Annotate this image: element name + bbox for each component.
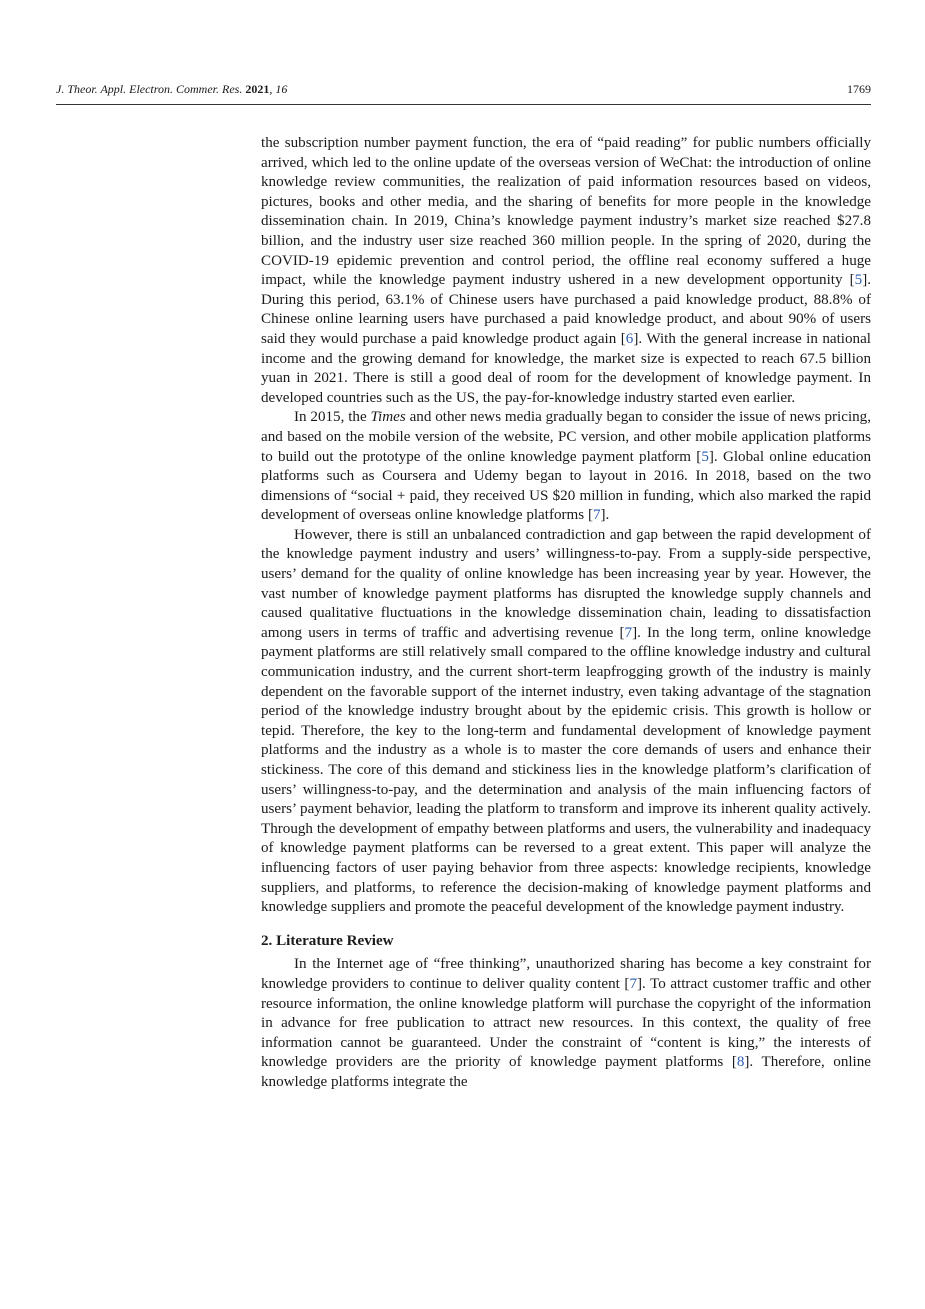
article-body bbox=[261, 134, 871, 1093]
citation-link[interactable]: 7 bbox=[624, 624, 633, 641]
text-run: However, there is still an unbalanced contradiction and gap between the rapid development of the knowledge payment industry and users’ willingness-to-pay. From a supply-side perspective, users’ demand for the quality of online knowledge has been increasing year by year. However, the vast number of knowledge payment platforms has disrupted the knowledge supply channels and caused qualitative fluctuations in the knowledge dissemination chain, leading to dissatisfaction among users in terms of traffic and advertising revenue [ bbox=[261, 526, 871, 641]
text-run: ]. With the general increase in national income and the growing demand for knowledge, the market size is expected to reach 67.5 billion yuan in 2021. There is still a good deal of room for the development of knowledge payment. In developed countries such as the US, the pay-for-knowledge industry started even earlier. bbox=[261, 330, 871, 406]
text-run: ]. In the long term, online knowledge payment platforms are still relatively small compared to the offline knowledge industry and cultural communication industry, and the current short-term leapfrogging growth of the industry is mainly dependent on the favorable support of the internet industry, even taking advantage of the stagnation period of the knowledge industry brought about by the epidemic crisis. This growth is hollow or tepid. Therefore, the key to the long-term and fundamental development of knowledge payment platforms and the industry as a whole is to master the core demands of users and enhance their stickiness. The core of this demand and stickiness lies in the knowledge platform’s clarification of users’ willingness-to-pay, and the determination and analysis of the main influencing factors of users’ payment behavior, leading the platform to transform and improve its inherent quality actively. Through the development of empathy between platforms and users, the vulnerability and inadequacy of knowledge payment platforms can be reversed to a great extent. This paper will analyze the influencing factors of user paying behavior from three aspects: knowledge recipients, knowledge suppliers, and platforms, to reference the decision-making of knowledge payment platforms and knowledge suppliers and promote the peaceful development of the knowledge payment industry. bbox=[261, 624, 871, 916]
citation-link[interactable]: 7 bbox=[629, 975, 637, 992]
header-rule bbox=[56, 104, 871, 105]
citation-link[interactable]: 5 bbox=[854, 272, 863, 289]
citation-link[interactable]: 7 bbox=[592, 507, 601, 524]
text-run: the subscription number payment function, the era of “paid reading” for public numbers officially arrived, which led to the online update of the overseas version of WeChat: the introduction of online knowledge review communities, the realization of paid information resources based on videos, pictures, books and other media, and the sharing of benefits for more people in the knowledge dissemination chain. In 2019, China’s knowledge payment industry’s market size reached $27.8 billion, and the industry user size reached 360 million people. In the spring of 2020, during the COVID-19 epidemic prevention and control period, the offline real economy suffered a huge impact, while the knowledge payment industry ushered in a new development opportunity [ bbox=[261, 135, 871, 289]
paragraph bbox=[261, 955, 871, 1092]
text-run: and other news media gradually began to consider the issue of news pricing, and based on the mobile version of the website, PC version, and other mobile application platforms to build out the prototype of the online knowledge payment platform [ bbox=[261, 409, 872, 465]
journal-citation bbox=[56, 79, 287, 99]
text-run: ]. During this period, 63.1% of Chinese users have purchased a paid knowledge product, 88.8% of Chinese online learning users have purchased a paid knowledge product, and about 90% of users said they would purchase a paid knowledge product again [ bbox=[261, 272, 871, 347]
paragraph bbox=[261, 134, 871, 408]
journal-year: 2021 bbox=[245, 82, 270, 96]
text-run: In 2015, the bbox=[294, 409, 371, 426]
italic-text: Times bbox=[370, 409, 406, 426]
paragraph bbox=[261, 408, 871, 526]
journal-volume: , 16 bbox=[269, 82, 288, 96]
page-header bbox=[56, 79, 871, 99]
text-run: In the Internet age of “free thinking”, unauthorized sharing has become a key constraint for knowledge providers to continue to deliver quality content [ bbox=[261, 956, 871, 992]
text-run: ]. To attract customer traffic and other resource information, the online knowledge platform will purchase the copyright of the information in advance for free publication to attract new resources. In this context, the quality of free information cannot be guaranteed. Under the constraint of “content is king,” the interests of knowledge providers are the priority of knowledge payment platforms [ bbox=[261, 975, 872, 1071]
paragraph bbox=[261, 526, 871, 918]
page-number: 1769 bbox=[847, 82, 871, 96]
text-run: ]. Therefore, online knowledge platforms integrate the bbox=[261, 1054, 871, 1090]
citation-link[interactable]: 8 bbox=[736, 1054, 745, 1071]
text-run: ]. bbox=[600, 507, 610, 524]
citation-link[interactable]: 5 bbox=[701, 448, 709, 465]
text-run: ]. Global online education platforms such as Coursera and Udemy began to layout in 2016. In 2018, based on the two dimensions of “social + paid, they received US $20 million in funding, which also marked the rapid development of overseas online knowledge platforms [ bbox=[261, 448, 871, 524]
section-heading: 2. Literature Review bbox=[261, 932, 394, 949]
journal-name: J. Theor. Appl. Electron. Commer. Res. bbox=[56, 82, 243, 96]
citation-link[interactable]: 6 bbox=[625, 330, 634, 347]
